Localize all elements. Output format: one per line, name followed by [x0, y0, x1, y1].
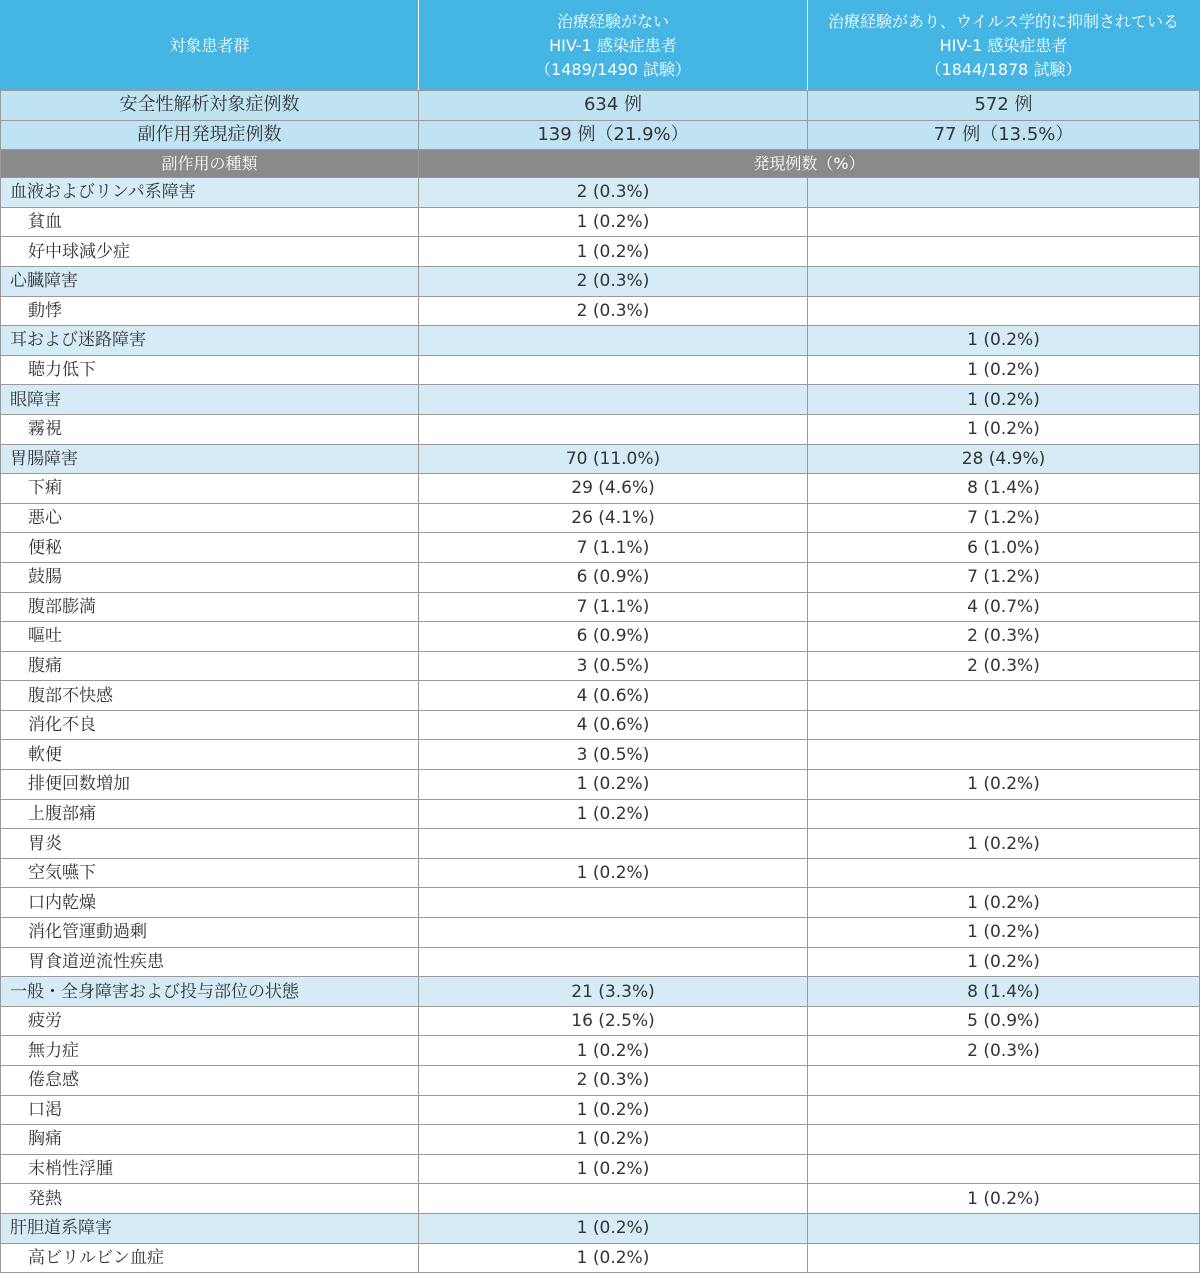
value-treatment-naive: 1 (0.2%) [419, 237, 808, 267]
reaction-name: 聴力低下 [1, 355, 419, 385]
reaction-name: 胃腸障害 [1, 444, 419, 474]
reaction-name: 空気嚥下 [1, 858, 419, 888]
reaction-name: 一般・全身障害および投与部位の状態 [1, 977, 419, 1007]
subheader-type: 副作用の種類 [1, 150, 419, 178]
value-treatment-experienced [808, 681, 1200, 711]
value-treatment-naive: 1 (0.2%) [419, 1036, 808, 1066]
value-treatment-experienced: 1 (0.2%) [808, 385, 1200, 415]
value-treatment-naive [419, 385, 808, 415]
reaction-name: 心臓障害 [1, 266, 419, 296]
table-row [1, 1154, 1200, 1184]
reaction-name: 胃食道逆流性疾患 [1, 947, 419, 977]
table-row [1, 562, 1200, 592]
value-treatment-naive: 1 (0.2%) [419, 1243, 808, 1273]
header-patient-group: 対象患者群 [1, 1, 419, 91]
safety-population-row [1, 91, 1200, 121]
value-treatment-experienced: 2 (0.3%) [808, 622, 1200, 652]
value-treatment-naive: 21 (3.3%) [419, 977, 808, 1007]
value-treatment-naive [419, 829, 808, 859]
reaction-name: 上腹部痛 [1, 799, 419, 829]
value-treatment-experienced: 7 (1.2%) [808, 562, 1200, 592]
table-row [1, 918, 1200, 948]
value-treatment-experienced: 1 (0.2%) [808, 770, 1200, 800]
reaction-name: 発熱 [1, 1184, 419, 1214]
table-row [1, 1184, 1200, 1214]
value-treatment-naive [419, 414, 808, 444]
header-treatment-naive [419, 1, 808, 91]
header-col1-line1: 治療経験がない [556, 11, 669, 31]
value-treatment-experienced: 1 (0.2%) [808, 947, 1200, 977]
value-treatment-experienced: 7 (1.2%) [808, 503, 1200, 533]
ae-col1: 139 例（21.9%） [419, 120, 808, 150]
value-treatment-naive: 1 (0.2%) [419, 858, 808, 888]
value-treatment-naive: 70 (11.0%) [419, 444, 808, 474]
category-row [1, 326, 1200, 356]
reaction-name: 軟便 [1, 740, 419, 770]
value-treatment-experienced: 5 (0.9%) [808, 1006, 1200, 1036]
value-treatment-experienced: 1 (0.2%) [808, 355, 1200, 385]
table-row [1, 829, 1200, 859]
value-treatment-naive: 6 (0.9%) [419, 562, 808, 592]
value-treatment-experienced: 28 (4.9%) [808, 444, 1200, 474]
value-treatment-naive: 2 (0.3%) [419, 266, 808, 296]
table-row [1, 1243, 1200, 1273]
value-treatment-naive: 6 (0.9%) [419, 622, 808, 652]
reaction-name: 腹痛 [1, 651, 419, 681]
value-treatment-naive: 2 (0.3%) [419, 296, 808, 326]
reaction-name: 肝胆道系障害 [1, 1213, 419, 1243]
table-row [1, 237, 1200, 267]
reaction-name: 血液およびリンパ系障害 [1, 178, 419, 208]
value-treatment-experienced: 1 (0.2%) [808, 1184, 1200, 1214]
value-treatment-naive [419, 947, 808, 977]
table-row [1, 710, 1200, 740]
ae-label: 副作用発現症例数 [1, 120, 419, 150]
value-treatment-experienced [808, 710, 1200, 740]
header-col1-line3: （1489/1490 試験） [535, 59, 691, 79]
value-treatment-experienced [808, 1213, 1200, 1243]
value-treatment-naive: 16 (2.5%) [419, 1006, 808, 1036]
value-treatment-experienced: 8 (1.4%) [808, 977, 1200, 1007]
value-treatment-experienced [808, 237, 1200, 267]
value-treatment-naive [419, 888, 808, 918]
reaction-name: 倦怠感 [1, 1066, 419, 1096]
reaction-name: 高ビリルビン血症 [1, 1243, 419, 1273]
header-treatment-experienced [808, 1, 1200, 91]
value-treatment-experienced: 1 (0.2%) [808, 829, 1200, 859]
reaction-name: 嘔吐 [1, 622, 419, 652]
value-treatment-naive: 7 (1.1%) [419, 533, 808, 563]
value-treatment-experienced [808, 1095, 1200, 1125]
reaction-name: 疲労 [1, 1006, 419, 1036]
table-row [1, 1036, 1200, 1066]
reaction-name: 末梢性浮腫 [1, 1154, 419, 1184]
value-treatment-naive: 3 (0.5%) [419, 740, 808, 770]
reaction-name: 腹部不快感 [1, 681, 419, 711]
table-row [1, 888, 1200, 918]
table-row [1, 651, 1200, 681]
reaction-name: 口内乾燥 [1, 888, 419, 918]
table-row [1, 770, 1200, 800]
header-row [1, 1, 1200, 91]
table-row [1, 681, 1200, 711]
value-treatment-experienced [808, 207, 1200, 237]
table-row [1, 296, 1200, 326]
table-row [1, 533, 1200, 563]
value-treatment-experienced [808, 178, 1200, 208]
value-treatment-experienced [808, 296, 1200, 326]
reaction-name: 動悸 [1, 296, 419, 326]
table-row [1, 414, 1200, 444]
ae-col2: 77 例（13.5%） [808, 120, 1200, 150]
value-treatment-naive: 1 (0.2%) [419, 207, 808, 237]
category-row [1, 444, 1200, 474]
category-row [1, 1213, 1200, 1243]
value-treatment-experienced: 1 (0.2%) [808, 414, 1200, 444]
reaction-name: 悪心 [1, 503, 419, 533]
reaction-name: 下痢 [1, 474, 419, 504]
value-treatment-experienced: 1 (0.2%) [808, 918, 1200, 948]
table-row [1, 1125, 1200, 1155]
value-treatment-experienced: 8 (1.4%) [808, 474, 1200, 504]
safety-col1: 634 例 [419, 91, 808, 121]
table-row [1, 592, 1200, 622]
value-treatment-experienced [808, 858, 1200, 888]
value-treatment-naive: 3 (0.5%) [419, 651, 808, 681]
value-treatment-naive: 1 (0.2%) [419, 1213, 808, 1243]
table-row [1, 503, 1200, 533]
value-treatment-naive: 1 (0.2%) [419, 770, 808, 800]
reaction-name: 無力症 [1, 1036, 419, 1066]
value-treatment-naive: 1 (0.2%) [419, 1125, 808, 1155]
table-row [1, 355, 1200, 385]
subheader-row [1, 150, 1200, 178]
value-treatment-naive: 1 (0.2%) [419, 1154, 808, 1184]
header-col2-line2: HIV-1 感染症患者 [939, 35, 1068, 55]
value-treatment-naive: 26 (4.1%) [419, 503, 808, 533]
table-row [1, 1095, 1200, 1125]
reaction-name: 腹部膨満 [1, 592, 419, 622]
value-treatment-experienced: 1 (0.2%) [808, 326, 1200, 356]
category-row [1, 266, 1200, 296]
reaction-name: 耳および迷路障害 [1, 326, 419, 356]
reaction-name: 排便回数増加 [1, 770, 419, 800]
value-treatment-experienced: 2 (0.3%) [808, 651, 1200, 681]
category-row [1, 178, 1200, 208]
table-row [1, 1006, 1200, 1036]
header-col2-line3: （1844/1878 試験） [925, 59, 1082, 79]
table-row [1, 799, 1200, 829]
table-row [1, 474, 1200, 504]
reaction-name: 胃炎 [1, 829, 419, 859]
table-row [1, 740, 1200, 770]
value-treatment-experienced: 4 (0.7%) [808, 592, 1200, 622]
reaction-name: 消化管運動過剰 [1, 918, 419, 948]
value-treatment-experienced [808, 1154, 1200, 1184]
value-treatment-experienced [808, 1243, 1200, 1273]
category-row [1, 977, 1200, 1007]
value-treatment-naive: 7 (1.1%) [419, 592, 808, 622]
reaction-name: 鼓腸 [1, 562, 419, 592]
adverse-reaction-count-row [1, 120, 1200, 150]
reaction-name: 眼障害 [1, 385, 419, 415]
safety-col2: 572 例 [808, 91, 1200, 121]
value-treatment-naive [419, 326, 808, 356]
value-treatment-naive: 2 (0.3%) [419, 178, 808, 208]
subheader-count: 発現例数（%） [419, 150, 1200, 178]
value-treatment-naive [419, 355, 808, 385]
reaction-name: 消化不良 [1, 710, 419, 740]
reaction-name: 貧血 [1, 207, 419, 237]
reaction-name: 好中球減少症 [1, 237, 419, 267]
reaction-name: 口渇 [1, 1095, 419, 1125]
value-treatment-experienced [808, 1066, 1200, 1096]
value-treatment-naive: 1 (0.2%) [419, 1095, 808, 1125]
table-row [1, 947, 1200, 977]
value-treatment-naive [419, 918, 808, 948]
value-treatment-experienced [808, 266, 1200, 296]
table-row [1, 858, 1200, 888]
value-treatment-experienced [808, 799, 1200, 829]
value-treatment-naive: 1 (0.2%) [419, 799, 808, 829]
reaction-name: 胸痛 [1, 1125, 419, 1155]
value-treatment-naive: 2 (0.3%) [419, 1066, 808, 1096]
value-treatment-naive: 4 (0.6%) [419, 681, 808, 711]
value-treatment-experienced: 1 (0.2%) [808, 888, 1200, 918]
table-row [1, 1066, 1200, 1096]
header-col1-line2: HIV-1 感染症患者 [549, 35, 677, 55]
category-row [1, 385, 1200, 415]
safety-label: 安全性解析対象症例数 [1, 91, 419, 121]
table-row [1, 207, 1200, 237]
reaction-name: 霧視 [1, 414, 419, 444]
value-treatment-experienced [808, 1125, 1200, 1155]
table-row [1, 622, 1200, 652]
reaction-name: 便秘 [1, 533, 419, 563]
value-treatment-experienced: 6 (1.0%) [808, 533, 1200, 563]
value-treatment-naive [419, 1184, 808, 1214]
value-treatment-experienced: 2 (0.3%) [808, 1036, 1200, 1066]
value-treatment-experienced [808, 740, 1200, 770]
header-col2-line1: 治療経験があり、ウイルス学的に抑制されている [827, 11, 1180, 31]
value-treatment-naive: 29 (4.6%) [419, 474, 808, 504]
value-treatment-naive: 4 (0.6%) [419, 710, 808, 740]
